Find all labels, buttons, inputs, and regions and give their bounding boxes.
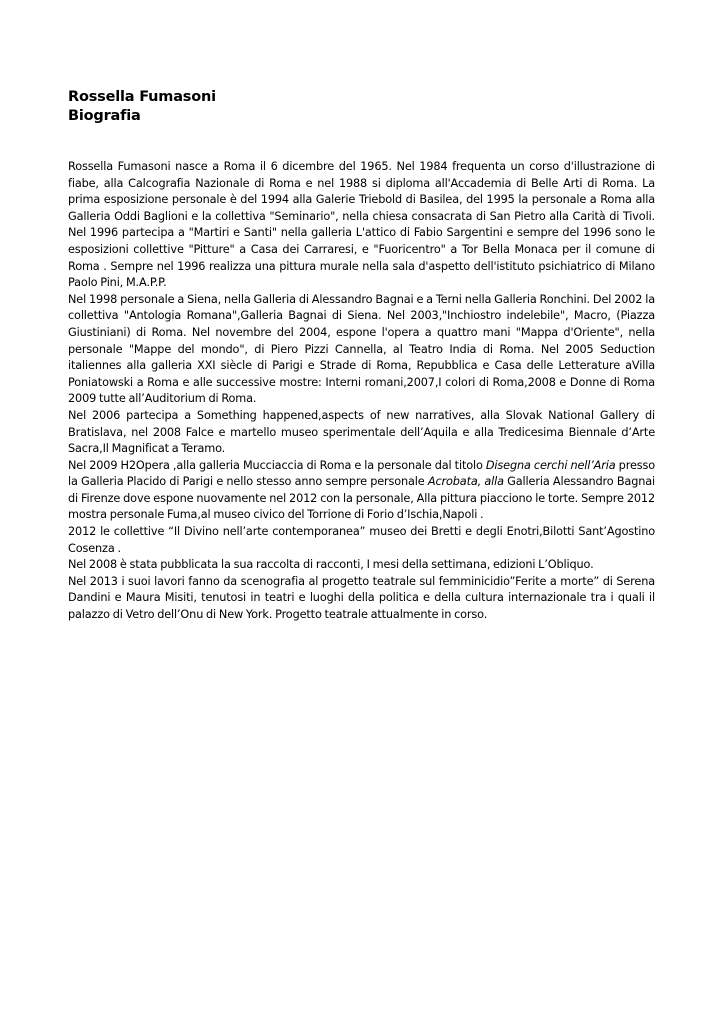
- heading-spacer: [68, 126, 655, 159]
- biography-paragraph: [68, 159, 655, 292]
- paragraph-text: Nel 1998 personale a Siena, nella Galleria di Alessandro Bagnai e a Terni nella Galleria Ronchini. Del 2002 la collettiva "Antologia Romana",Galleria Bagnai di Siena. Nel 2003,"Inchiostro indelebile", Macro, (Piazza Giustiniani) di Roma. Nel novembre del 2004, espone l'opera a quattro mani "Mappa d'Oriente", nella personale "Mappe del mondo", di Piero Pizzi Cannella, al Teatro India di Roma. Nel 2005 Seduction italiennes alla galleria XXI siècle di Parigi e Strade di Roma, Repubblica e Casa delle Letterature aVilla Poniatowski a Roma e alle successive mostre: Interni romani,2007,I colori di Roma,2008 e Donne di Roma 2009 tutte all’Auditorium di Roma.: [68, 292, 655, 406]
- italic-title-text: Disegna cerchi nell’Aria: [485, 458, 616, 472]
- author-name-heading: Rossella Fumasoni: [68, 89, 216, 105]
- biography-paragraph: [68, 574, 655, 624]
- biography-paragraph: [68, 458, 655, 524]
- biography-paragraph: [68, 408, 655, 458]
- biography-paragraph: [68, 292, 655, 408]
- paragraph-text: Galleria Alessandro Bagnai di Firenze dove espone nuovamente nel 2012 con la personale, Alla pittura piacciono le torte. Sempre 2012 mostra personale Fuma,al museo civico del Torrione di Forio d’Ischia,Napoli .: [68, 475, 655, 522]
- paragraph-text: Rossella Fumasoni nasce a Roma il 6 dicembre del 1965. Nel 1984 frequenta un corso d'illustrazione di fiabe, alla Calcografia Nazionale di Roma e nel 1988 si diploma all'Accademia di Belle Arti di Roma. La prima esposizione personale è del 1994 alla Galerie Triebold di Basilea, del 1995 la personale a Roma alla Galleria Oddi Baglioni e la collettiva "Seminario", nella chiesa consacrata di San Pietro alla Carità di Tivoli. Nel 1996 partecipa a "Martiri e Santi" nella galleria L'attico di Fabio Sargentini e sempre del 1996 sono le esposizioni collettive "Pitture" a Casa dei Carraresi, e "Fuoricentro" a Tor Bella Monaca per il comune di Roma . Sempre nel 1996 realizza una pittura murale nella sala d'aspetto dell'istituto psichiatrico di Milano Paolo Pini, M.A.P.P.: [68, 160, 655, 290]
- paragraph-text: 2012 le collettive “Il Divino nell’arte contemporanea” museo dei Bretti e degli Enotri,Bilotti Sant’Agostino Cosenza .: [68, 525, 655, 555]
- paragraph-text: Nel 2009 H2Opera ,alla galleria Mucciaccia di Roma e la personale dal titolo: [68, 458, 486, 472]
- paragraph-text: Nel 2006 partecipa a Something happened,aspects of new narratives, alla Slovak National Gallery di Bratislava, nel 2008 Falce e martello museo sperimentale dell’Aquila e alla Tredicesima Biennale d’Arte Sacra,Il Magnificat a Teramo.: [68, 408, 655, 456]
- biography-body: [68, 159, 655, 624]
- document-title: [68, 88, 655, 126]
- paragraph-text: Nel 2013 i suoi lavori fanno da scenografia al progetto teatrale sul femminicidio”Ferite a morte” di Serena Dandini e Maura Misiti, tenutosi in teatri e luoghi della politica e della cultura internazionale tra i quali il palazzo di Vetro dell’Onu di New York. Progetto teatrale attualmente in corso.: [68, 574, 655, 622]
- paragraph-text: presso la Galleria Placido di Parigi e nello stesso anno sempre personale: [68, 458, 655, 489]
- biography-heading: Biografia: [68, 108, 141, 124]
- biography-paragraph: [68, 557, 655, 574]
- italic-title-text: Acrobata, alla: [427, 475, 504, 489]
- paragraph-text: Nel 2008 è stata pubblicata la sua raccolta di racconti, I mesi della settimana, edizioni L’Obliquo.: [68, 558, 594, 572]
- biography-paragraph: [68, 524, 655, 557]
- document-page: [68, 88, 655, 624]
